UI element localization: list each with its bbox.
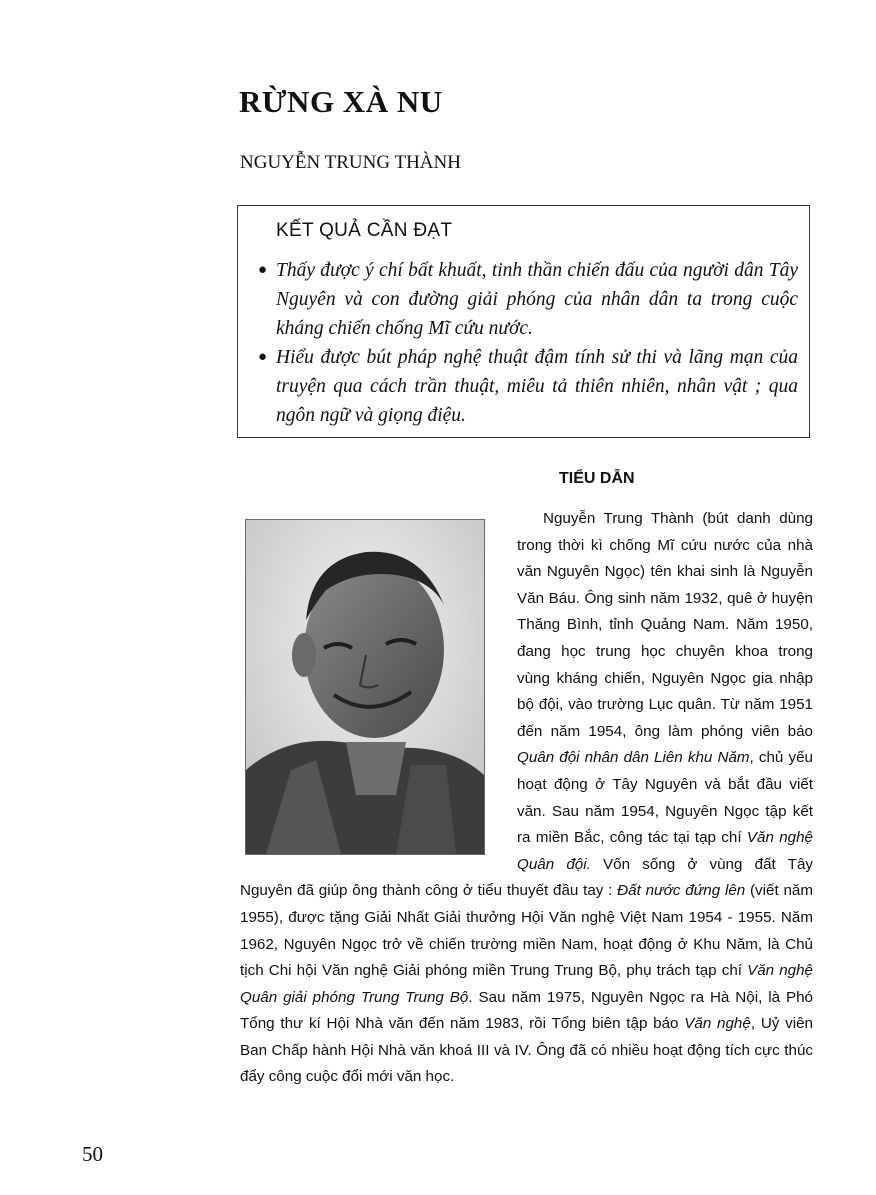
learning-goals-heading: KẾT QUẢ CẦN ĐẠT — [276, 220, 453, 241]
learning-goals-box — [237, 205, 810, 438]
intro-text: , Uỷ viên Ban Chấp hành Hội Nhà văn khoá III và IV. Ông đã có nhiều hoạt động tích cực thúc đẩy công cuộc đổi mới văn học. — [240, 1015, 813, 1086]
intro-text-italic: Văn nghệ — [684, 1015, 751, 1033]
bullet-icon: ● — [258, 262, 268, 278]
intro-text: Nguyễn Trung Thành (bút danh dùng trong thời kì chống Mĩ cứu nước của nhà văn Nguyên Ngọc) tên khai sinh là Nguyễn Văn Báu. Ông sinh năm 1932, quê ở huyện Thăng Bình, tỉnh Quảng Nam. Năm 1950, đang học trung học chuyên khoa trong vùng kháng chiến, Nguyên Ngọc gia nhập bộ đội, vào trường Lục quân. Từ năm 1951 đến năm 1954, ông làm phóng viên báo — [517, 510, 813, 740]
intro-paragraph — [240, 506, 813, 1091]
chapter-title: RỪNG XÀ NU — [239, 84, 443, 119]
page-number: 50 — [82, 1142, 103, 1166]
learning-goal-text: Hiểu được bút pháp nghệ thuật đậm tính sử thi và lãng mạn của truyện qua cách trần thuật, miêu tả thiên nhiên, nhân vật ; qua ngôn ngữ và giọng điệu. — [276, 347, 798, 426]
intro-text-italic: Văn nghệ Quân đội. — [517, 829, 813, 873]
intro-text-italic: Đất nước đứng lên — [617, 882, 746, 900]
intro-text: , chủ yếu hoạt động ở Tây Nguyên và bắt đầu viết văn. Sau năm 1954, Nguyên Ngọc tập kết ra miền Bắc, công tác tại tạp chí — [517, 749, 813, 847]
intro-text-italic: Văn nghệ Quân giải phóng Trung Trung Bộ — [240, 962, 814, 1006]
intro-text: (viết năm 1955), được tặng Giải Nhất Giải thưởng Hội Văn nghệ Việt Nam 1954 - 1955. Năm 1962, Nguyên Ngọc trở về chiến trường miền Nam, hoạt động ở Khu Năm, là Chủ tịch Chi hội Văn nghệ Giải phóng miền Trung Trung Bộ, phụ trách tạp chí — [240, 882, 814, 980]
intro-text-italic: Quân đội nhân dân Liên khu Năm — [517, 749, 750, 767]
learning-goal-text: Thấy được ý chí bất khuất, tinh thần chiến đấu của người dân Tây Nguyên và con đường giải phóng của nhân dân ta trong cuộc kháng chiến chống Mĩ cứu nước. — [276, 260, 798, 339]
author-name: NGUYỄN TRUNG THÀNH — [240, 152, 461, 173]
intro-text: Vốn sống ở vùng đất Tây Nguyên đã giúp ông thành công ở tiểu thuyết đầu tay : — [240, 855, 813, 900]
intro-heading: TIỂU DẪN — [559, 470, 635, 487]
learning-goal-item — [258, 256, 798, 343]
intro-text: . Sau năm 1975, Nguyên Ngọc ra Hà Nội, là Phó Tổng thư kí Hội Nhà văn đến năm 1983, rồi Tổng biên tập báo — [240, 988, 813, 1033]
learning-goal-item — [258, 343, 798, 430]
bullet-icon: ● — [258, 349, 268, 365]
